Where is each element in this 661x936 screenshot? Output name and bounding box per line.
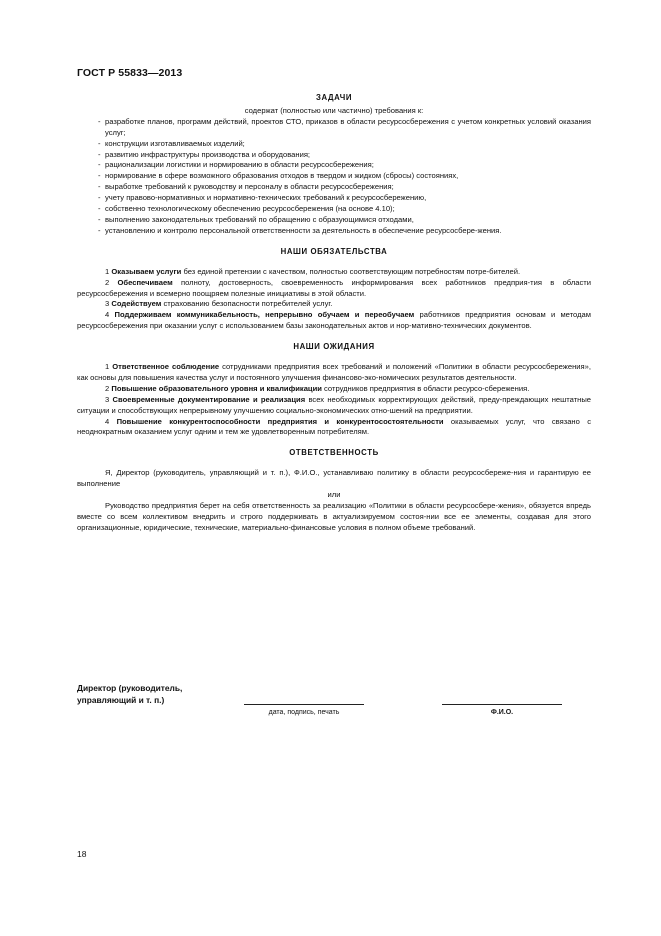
signature-name-caption: Ф.И.О. [490, 709, 514, 716]
signature-date-caption: дата, подпись, печать [268, 709, 340, 716]
expectations-title: НАШИ ОЖИДАНИЯ [293, 342, 375, 352]
obligation-item-number: 2 [105, 277, 110, 287]
responsibility-or: или [327, 490, 341, 500]
task-item [77, 204, 591, 215]
expectation-item [77, 384, 591, 395]
dash-marker: - [98, 225, 101, 235]
expectation-item-lead: Повышение образовательного уровня и квалификации [111, 383, 322, 393]
expectation-item [77, 417, 591, 439]
task-item [77, 117, 591, 139]
expectation-item-number: 4 [105, 416, 110, 426]
dash-marker: - [98, 149, 101, 159]
task-item-text: рационализации логистики и нормированию в области ресурсосбережения; [105, 160, 374, 170]
document-body [77, 93, 591, 534]
obligation-item-text: страхованию безопасности потребителей услуг. [161, 299, 333, 309]
dash-marker: - [98, 182, 101, 192]
tasks-title: ЗАДАЧИ [315, 93, 353, 102]
task-item [77, 150, 591, 161]
task-item-text: развитию инфраструктуры производства и оборудования; [105, 149, 311, 159]
obligation-item [77, 310, 591, 332]
task-item-text: нормирование в сфере возможного образования отходов в твердом и жидком (сбросы) состояниях, [105, 171, 459, 181]
task-item [77, 160, 591, 171]
obligation-item-text: полноту, достоверность, своевременность информирования всех работников предприя-тия в области ресурсосбережения и всемерно поощряем полезные инициативы в этой области. [77, 277, 591, 298]
expectations-list [77, 362, 591, 438]
task-item [77, 139, 591, 150]
obligation-item [77, 267, 591, 278]
tasks-intro: содержат (полностью или частично) требования к: [244, 105, 424, 115]
signature-label: Директор (руководитель, управляющий и т. п.) [77, 683, 183, 705]
obligation-item-lead: Поддерживаем коммуникабельность, непрерывно обучаем и переобучаем [114, 310, 415, 320]
obligation-item-lead: Обеспечиваем [117, 277, 173, 287]
expectation-item-number: 1 [105, 362, 110, 372]
task-item-text: конструкции изготавливаемых изделий; [105, 138, 245, 148]
expectation-item-lead: Повышение конкурентоспособности предприятия и конкурентосостоятельности [116, 416, 444, 426]
expectation-item-text: сотрудников предприятия в области ресурсо-сбережения. [321, 383, 530, 393]
expectation-item-number: 2 [105, 383, 110, 393]
dash-marker: - [98, 138, 101, 148]
dash-marker: - [98, 214, 101, 224]
expectation-item-text: сотрудниками предприятия всех требований и положений «Политики в области ресурсосбережения», как основы для повышения качества услуг и постоянного улучшения финансово-эко-номических результатов деятельности. [77, 362, 591, 382]
expectation-item-text: всех необходимых корректирующих действий, преду-преждающих нештатные ситуации и способствующих непрерывному улучшению социально-экономических отно-шений на предприятии. [77, 394, 591, 415]
task-item [77, 215, 591, 226]
task-item-text: учету правово-нормативных и нормативно-технических требований к ресурсосбережению, [105, 193, 427, 203]
dash-marker: - [98, 160, 101, 170]
expectation-item [77, 362, 591, 384]
obligation-item [77, 278, 591, 300]
expectation-item-number: 3 [105, 394, 110, 404]
dash-marker: - [98, 204, 101, 214]
dash-marker: - [98, 193, 101, 203]
expectation-item-text: оказываемых услуг, что связано с неоднократным оказанием услуг одним и тем же удовлетворенным потребителям. [77, 416, 591, 437]
expectation-item-lead: Своевременные документирование и реализация [112, 394, 306, 404]
task-item-text: собственно технологическому обеспечению ресурсосбережения (на основе 4.10); [105, 204, 395, 214]
task-item-text: разработке планов, программ действий, проектов СТО, приказов в области ресурсосбережения с учетом конкретных условий оказания услуг; [105, 116, 591, 137]
responsibility-title: ОТВЕТСТВЕННОСТЬ [289, 448, 379, 458]
task-item [77, 171, 591, 182]
signature-name-line [442, 704, 562, 705]
obligation-item-lead: Оказываем услуги [111, 266, 182, 276]
obligation-item-lead: Содействуем [111, 299, 162, 309]
signature-date-line [244, 704, 364, 705]
task-item-text: выполнению законодательных требований по обращению с образующимися отходами, [105, 214, 414, 224]
obligation-item [77, 299, 591, 310]
expectation-item [77, 395, 591, 417]
page-number: 18 [77, 849, 87, 859]
task-item [77, 182, 591, 193]
responsibility-paragraph-2: Руководство предприятия берет на себя ответственность за реализацию «Политики в области ресурсосбере-жения», обязуется впредь вместе со всем коллективом внедрить и строго поддерживать в актуализируемом состоя-нии все ее элементы, создавая для этого организационные, юридические, технические, материально-финансовые условия в полном объеме требований. [77, 501, 591, 532]
task-item-text: выработке требований к руководству и персоналу в области ресурсосбережения; [105, 182, 394, 192]
tasks-list [77, 117, 591, 237]
task-item [77, 226, 591, 237]
obligations-list [77, 267, 591, 332]
obligation-item-number: 3 [105, 299, 110, 309]
obligations-title: НАШИ ОБЯЗАТЕЛЬСТВА [280, 246, 388, 256]
obligation-item-text: работников предприятия основам и методам ресурсосбережения при оказании услуг с использованием базы законодательных актов и нор-мативно-технических документов. [77, 310, 591, 331]
expectation-item-lead: Ответственное соблюдение [112, 362, 220, 372]
responsibility-paragraph-1: Я, Директор (руководитель, управляющий и т. п.), Ф.И.О., устанавливаю политику в области ресурсосбереже-ния и гарантирую ее выполнение [77, 468, 591, 489]
obligation-item-text: без единой претензии с качеством, полностью соответствующим потребностям потре-бителей. [181, 266, 521, 276]
task-item-text: установлению и контролю персональной ответственности за деятельность в обеспечение ресурсосбере-жения. [105, 225, 502, 235]
dash-marker: - [98, 116, 101, 126]
obligation-item-number: 4 [105, 310, 110, 320]
document-header: ГОСТ Р 55833—2013 [77, 67, 183, 79]
obligation-item-number: 1 [105, 266, 110, 276]
task-item [77, 193, 591, 204]
dash-marker: - [98, 171, 101, 181]
